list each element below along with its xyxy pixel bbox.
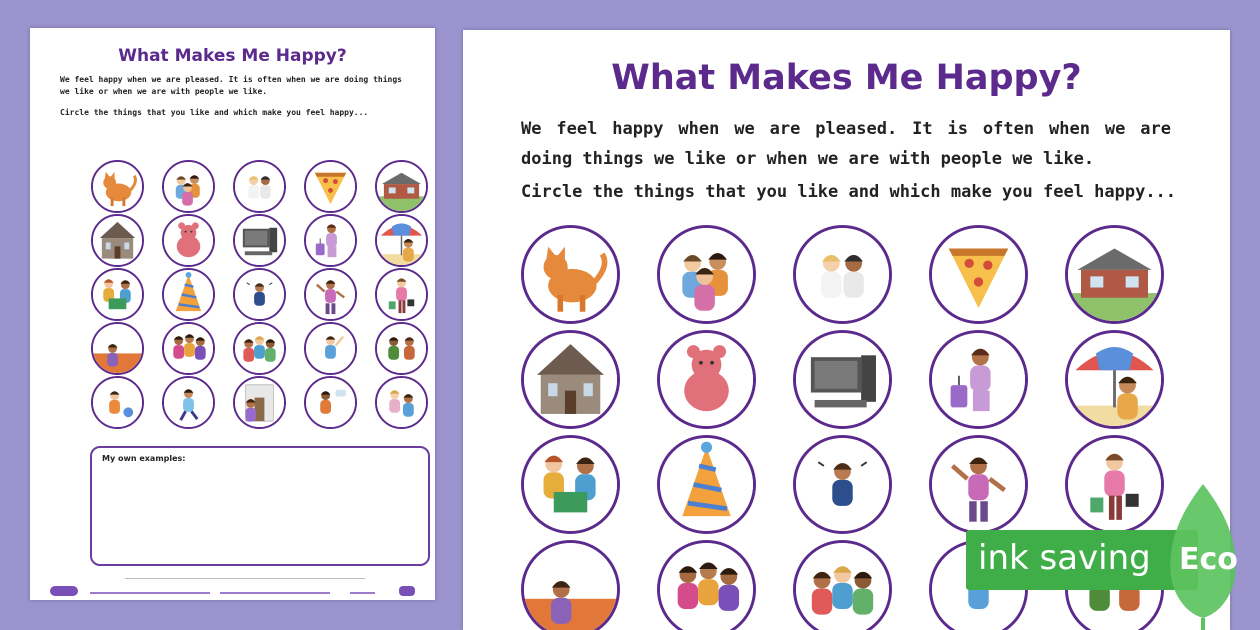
picture-circle[interactable] — [91, 214, 144, 267]
soft-toy-icon — [660, 333, 753, 426]
pizza-icon — [306, 162, 355, 211]
picture-circle[interactable] — [233, 322, 286, 375]
picture-circle[interactable] — [233, 160, 286, 213]
reading-together-icon — [93, 270, 142, 319]
picture-circle[interactable] — [657, 225, 756, 324]
picture-circle[interactable] — [233, 268, 286, 321]
my-examples-box — [90, 446, 430, 566]
group-of-friends-icon — [235, 324, 284, 373]
dancing-girl-icon — [306, 270, 355, 319]
house-icon — [377, 162, 426, 211]
picture-circle[interactable] — [162, 268, 215, 321]
footer-divider — [125, 578, 365, 579]
travel-icon — [306, 216, 355, 265]
picture-circle[interactable] — [375, 214, 428, 267]
house-icon — [1068, 228, 1161, 321]
picture-circle[interactable] — [375, 160, 428, 213]
festival-icon — [660, 543, 753, 630]
picture-circle[interactable] — [375, 268, 428, 321]
picture-circle[interactable] — [233, 214, 286, 267]
child-waving-icon — [306, 324, 355, 373]
picture-circle[interactable] — [375, 322, 428, 375]
intro-text: We feel happy when we are pleased. It is often when we are doing things we like or when we are with people we like. — [521, 119, 1171, 169]
family-hug-icon — [660, 228, 753, 321]
soft-toy-icon — [164, 216, 213, 265]
relaxing-icon — [93, 324, 142, 373]
picture-circle[interactable] — [91, 268, 144, 321]
school-icon — [524, 333, 617, 426]
footer-text-line — [220, 592, 330, 594]
computer-icon — [235, 216, 284, 265]
upset-child-icon — [796, 438, 889, 531]
friends-hug-icon — [796, 228, 889, 321]
upset-child-icon — [235, 270, 284, 319]
picture-circle[interactable] — [162, 376, 215, 429]
picture-circle[interactable] — [304, 376, 357, 429]
picture-circle[interactable] — [162, 160, 215, 213]
picture-circle[interactable] — [233, 376, 286, 429]
friend-talk-icon — [377, 324, 426, 373]
beach-umbrella-icon — [377, 216, 426, 265]
playing-icon — [93, 378, 142, 427]
picture-circle[interactable] — [793, 330, 892, 429]
caring-icon — [377, 378, 426, 427]
ink-saving-label: ink saving — [978, 538, 1151, 578]
picture-circle[interactable] — [91, 160, 144, 213]
instruction-text: Circle the things that you like and which make you feel happy... — [521, 182, 1177, 202]
festival-icon — [164, 324, 213, 373]
cat-icon — [524, 228, 617, 321]
publisher-logo-icon — [50, 586, 78, 596]
group-of-friends-icon — [796, 543, 889, 630]
picture-circle[interactable] — [375, 376, 428, 429]
picture-circle[interactable] — [91, 376, 144, 429]
cat-icon — [93, 162, 142, 211]
friends-hug-icon — [235, 162, 284, 211]
publisher-logo-small-icon — [399, 586, 415, 596]
picture-circle[interactable] — [304, 268, 357, 321]
picture-circle[interactable] — [162, 322, 215, 375]
thumbnail-intro-text: We feel happy when we are pleased. It is often when we are doing things we like or when we are with people we like. — [60, 75, 402, 96]
footer-text-line — [90, 592, 210, 594]
chatting-icon — [306, 378, 355, 427]
picture-circle[interactable] — [304, 214, 357, 267]
page-title: What Makes Me Happy? — [611, 58, 1082, 98]
relaxing-icon — [524, 543, 617, 630]
picture-circle[interactable] — [657, 330, 756, 429]
thumbnail-instruction-text: Circle the things that you like and which make you feel happy... — [60, 108, 369, 117]
school-icon — [93, 216, 142, 265]
picture-circle[interactable] — [657, 435, 756, 534]
picture-circle[interactable] — [793, 435, 892, 534]
worksheet-thumbnail — [30, 28, 435, 600]
picture-circle[interactable] — [1065, 330, 1164, 429]
picture-circle[interactable] — [793, 540, 892, 630]
thumbnail-footer — [50, 576, 415, 598]
picture-circle[interactable] — [521, 540, 620, 630]
thumbnail-title: What Makes Me Happy? — [118, 46, 347, 66]
home-door-icon — [235, 378, 284, 427]
running-child-icon — [164, 378, 213, 427]
picture-circle[interactable] — [304, 322, 357, 375]
picture-circle[interactable] — [162, 214, 215, 267]
picture-circle[interactable] — [929, 330, 1028, 429]
picture-circle[interactable] — [1065, 225, 1164, 324]
picture-circle[interactable] — [793, 225, 892, 324]
picture-circle[interactable] — [304, 160, 357, 213]
thumbnail-picture-grid — [91, 160, 431, 430]
shopping-icon — [377, 270, 426, 319]
ink-saving-banner — [966, 530, 1198, 590]
picture-circle[interactable] — [521, 330, 620, 429]
travel-icon — [932, 333, 1025, 426]
my-examples-label: My own examples: — [102, 454, 186, 463]
family-hug-icon — [164, 162, 213, 211]
party-hat-icon — [164, 270, 213, 319]
eco-label: Eco — [1179, 542, 1238, 577]
pizza-icon — [932, 228, 1025, 321]
picture-circle[interactable] — [657, 540, 756, 630]
picture-circle[interactable] — [521, 225, 620, 324]
picture-circle[interactable] — [929, 225, 1028, 324]
eco-ink-saving-badge — [962, 482, 1252, 630]
picture-circle[interactable] — [521, 435, 620, 534]
picture-circle[interactable] — [91, 322, 144, 375]
party-hat-icon — [660, 438, 753, 531]
footer-text-line — [350, 592, 375, 594]
computer-icon — [796, 333, 889, 426]
reading-together-icon — [524, 438, 617, 531]
beach-umbrella-icon — [1068, 333, 1161, 426]
